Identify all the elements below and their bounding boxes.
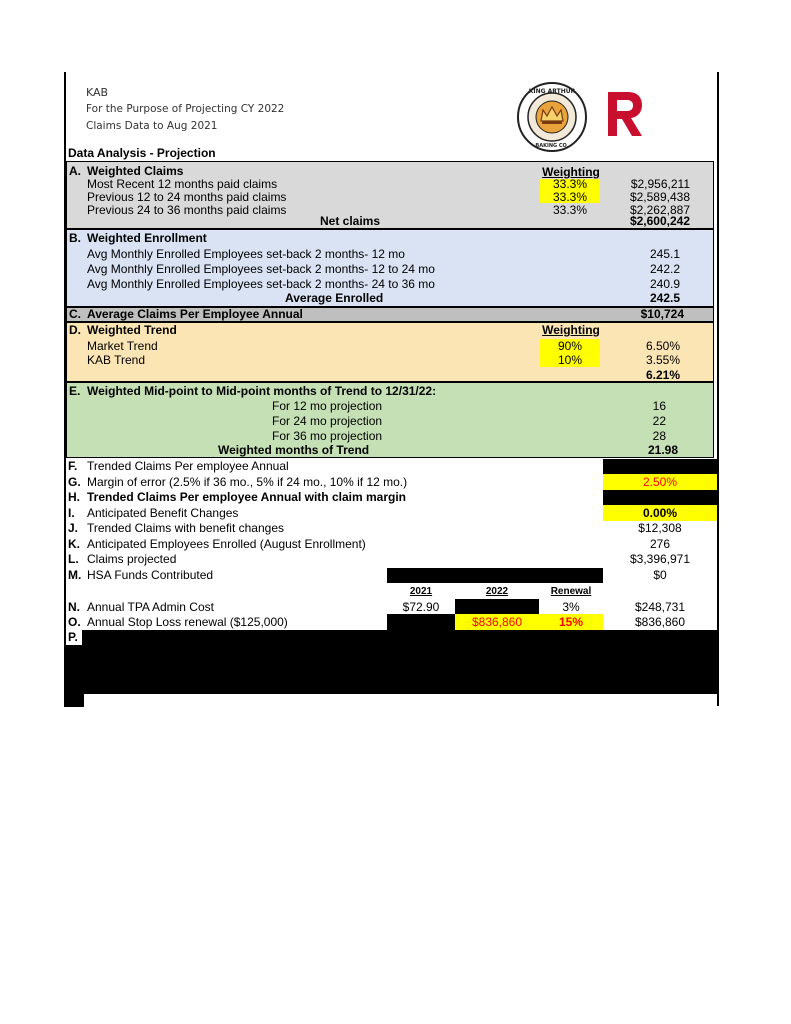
line-g-label: G. bbox=[68, 475, 81, 489]
redacted-p-left bbox=[64, 645, 84, 707]
section-d-row-2-weight: 10% bbox=[557, 353, 583, 367]
section-b-row-2-value: 242.2 bbox=[649, 262, 680, 276]
line-n-value: $248,731 bbox=[634, 600, 686, 614]
line-m-text: HSA Funds Contributed bbox=[87, 568, 214, 582]
section-b-row-1-label: Avg Monthly Enrolled Employees set-back 2 months- 12 mo bbox=[87, 247, 405, 261]
section-a-total-value: $2,600,242 bbox=[629, 214, 690, 228]
section-b-row-1-value: 245.1 bbox=[649, 247, 680, 261]
section-d-row-2-value: 3.55% bbox=[645, 353, 680, 367]
section-e-total-label: Weighted months of Trend bbox=[218, 443, 370, 457]
redacted-h bbox=[603, 490, 717, 505]
r-logo bbox=[604, 88, 644, 138]
line-n-2021-value: $72.90 bbox=[402, 600, 440, 614]
section-e-row-3-label: For 36 mo projection bbox=[272, 429, 383, 443]
line-m-label: M. bbox=[68, 568, 82, 582]
col-2021-header: 2021 bbox=[409, 586, 433, 597]
line-l-label: L. bbox=[68, 552, 79, 566]
line-h-text: Trended Claims Per employee Annual with claim margin bbox=[87, 490, 406, 504]
line-h-label: H. bbox=[68, 490, 80, 504]
section-a-row-3-label: Previous 24 to 36 months paid claims bbox=[87, 203, 287, 217]
section-a-row-2-value: $2,589,438 bbox=[629, 190, 690, 204]
section-e-row-2-value: 22 bbox=[652, 414, 666, 428]
purpose-text: For the Purpose of Projecting CY 2022 bbox=[86, 103, 285, 115]
redacted-p bbox=[82, 630, 718, 694]
section-b-row-2-label: Avg Monthly Enrolled Employees set-back 2 months- 12 to 24 mo bbox=[87, 262, 435, 276]
section-a-row-1-weight: 33.3% bbox=[552, 177, 588, 191]
line-o-label: O. bbox=[68, 615, 81, 629]
section-c-label: C. bbox=[69, 307, 81, 321]
section-a-row-3-value: $2,262,887 bbox=[629, 203, 690, 217]
line-n-label: N. bbox=[68, 600, 80, 614]
section-a-label: A. bbox=[69, 164, 81, 178]
section-b-row-3-label: Avg Monthly Enrolled Employees set-back 2 months- 24 to 36 mo bbox=[87, 277, 435, 291]
line-p-label: P. bbox=[68, 630, 78, 644]
page-title: Data Analysis - Projection bbox=[68, 146, 216, 160]
section-d-title: Weighted Trend bbox=[87, 323, 177, 337]
line-j-label: J. bbox=[68, 521, 79, 535]
section-e-row-1-label: For 12 mo projection bbox=[272, 399, 383, 413]
line-g-text: Margin of error (2.5% if 36 mo., 5% if 24 mo., 10% if 12 mo.) bbox=[87, 475, 408, 489]
company-name: KAB bbox=[86, 86, 109, 99]
line-i-label: I. bbox=[68, 506, 75, 520]
section-b-label: B. bbox=[69, 231, 81, 245]
line-i-value: 0.00% bbox=[642, 506, 678, 520]
data-through-text: Claims Data to Aug 2021 bbox=[86, 120, 218, 132]
section-b-total-label: Average Enrolled bbox=[285, 291, 384, 305]
redacted-n-2022 bbox=[455, 599, 539, 614]
line-g-value: 2.50% bbox=[642, 475, 678, 489]
line-o-text: Annual Stop Loss renewal ($125,000) bbox=[87, 615, 288, 629]
line-o-renewal: 15% bbox=[558, 615, 584, 629]
section-b-row-3-value: 240.9 bbox=[649, 277, 680, 291]
section-a-total-label: Net claims bbox=[320, 214, 381, 228]
section-a-row-1-value: $2,956,211 bbox=[630, 177, 690, 191]
line-f-text: Trended Claims Per employee Annual bbox=[87, 459, 289, 473]
redacted-m bbox=[387, 568, 603, 583]
line-k-label: K. bbox=[68, 537, 80, 551]
section-e-title: Weighted Mid-point to Mid-point months of Trend to 12/31/22: bbox=[87, 384, 437, 398]
king-arthur-logo bbox=[516, 81, 588, 153]
section-a-row-2-label: Previous 12 to 24 months paid claims bbox=[87, 190, 287, 204]
section-d-row-1-weight: 90% bbox=[557, 339, 583, 353]
section-d-label: D. bbox=[69, 323, 81, 337]
section-d-row-2-label: KAB Trend bbox=[87, 353, 146, 367]
section-e-label: E. bbox=[69, 384, 81, 398]
line-j-text: Trended Claims with benefit changes bbox=[87, 521, 284, 535]
section-a-title: Weighted Claims bbox=[87, 164, 184, 178]
line-l-value: $3,396,971 bbox=[629, 552, 691, 566]
section-d-row-1-value: 6.50% bbox=[645, 339, 680, 353]
svg-text:BAKING CO.: BAKING CO. bbox=[535, 143, 569, 149]
line-j-value: $12,308 bbox=[638, 521, 682, 535]
section-c-value: $10,724 bbox=[640, 307, 684, 321]
section-a-weighting-header: Weighting bbox=[542, 165, 600, 179]
section-e-total-value: 21.98 bbox=[647, 443, 678, 457]
section-c-title: Average Claims Per Employee Annual bbox=[87, 307, 303, 321]
line-m-value: $0 bbox=[653, 568, 667, 582]
line-k-text: Anticipated Employees Enrolled (August Enrollment) bbox=[87, 537, 366, 551]
line-i-text: Anticipated Benefit Changes bbox=[87, 506, 239, 520]
section-a-row-1-label: Most Recent 12 months paid claims bbox=[87, 177, 278, 191]
col-2022-header: 2022 bbox=[485, 586, 509, 597]
section-e-row-1-value: 16 bbox=[652, 399, 666, 413]
section-d-row-1-label: Market Trend bbox=[87, 339, 158, 353]
section-a-row-3-weight: 33.3% bbox=[552, 203, 588, 217]
line-o-2022-value: $836,860 bbox=[471, 615, 523, 629]
section-e-row-2-label: For 24 mo projection bbox=[272, 414, 383, 428]
line-k-value: 276 bbox=[649, 537, 671, 551]
section-d-total-value: 6.21% bbox=[645, 368, 680, 382]
svg-text:KING ARTHUR: KING ARTHUR bbox=[528, 88, 576, 95]
col-renewal-header: Renewal bbox=[550, 586, 592, 597]
section-b-title: Weighted Enrollment bbox=[87, 231, 207, 245]
line-l-text: Claims projected bbox=[87, 552, 177, 566]
line-n-text: Annual TPA Admin Cost bbox=[87, 600, 214, 614]
line-o-value: $836,860 bbox=[634, 615, 686, 629]
section-e-row-3-value: 28 bbox=[652, 429, 666, 443]
redacted-f bbox=[603, 459, 717, 474]
section-d-weighting-header: Weighting bbox=[542, 323, 600, 337]
right-border bbox=[717, 72, 719, 706]
line-n-renewal: 3% bbox=[562, 600, 580, 614]
section-b-total-value: 242.5 bbox=[649, 291, 680, 305]
redacted-o-2021 bbox=[387, 614, 455, 630]
line-f-label: F. bbox=[68, 459, 78, 473]
section-a-row-2-weight: 33.3% bbox=[552, 190, 588, 204]
